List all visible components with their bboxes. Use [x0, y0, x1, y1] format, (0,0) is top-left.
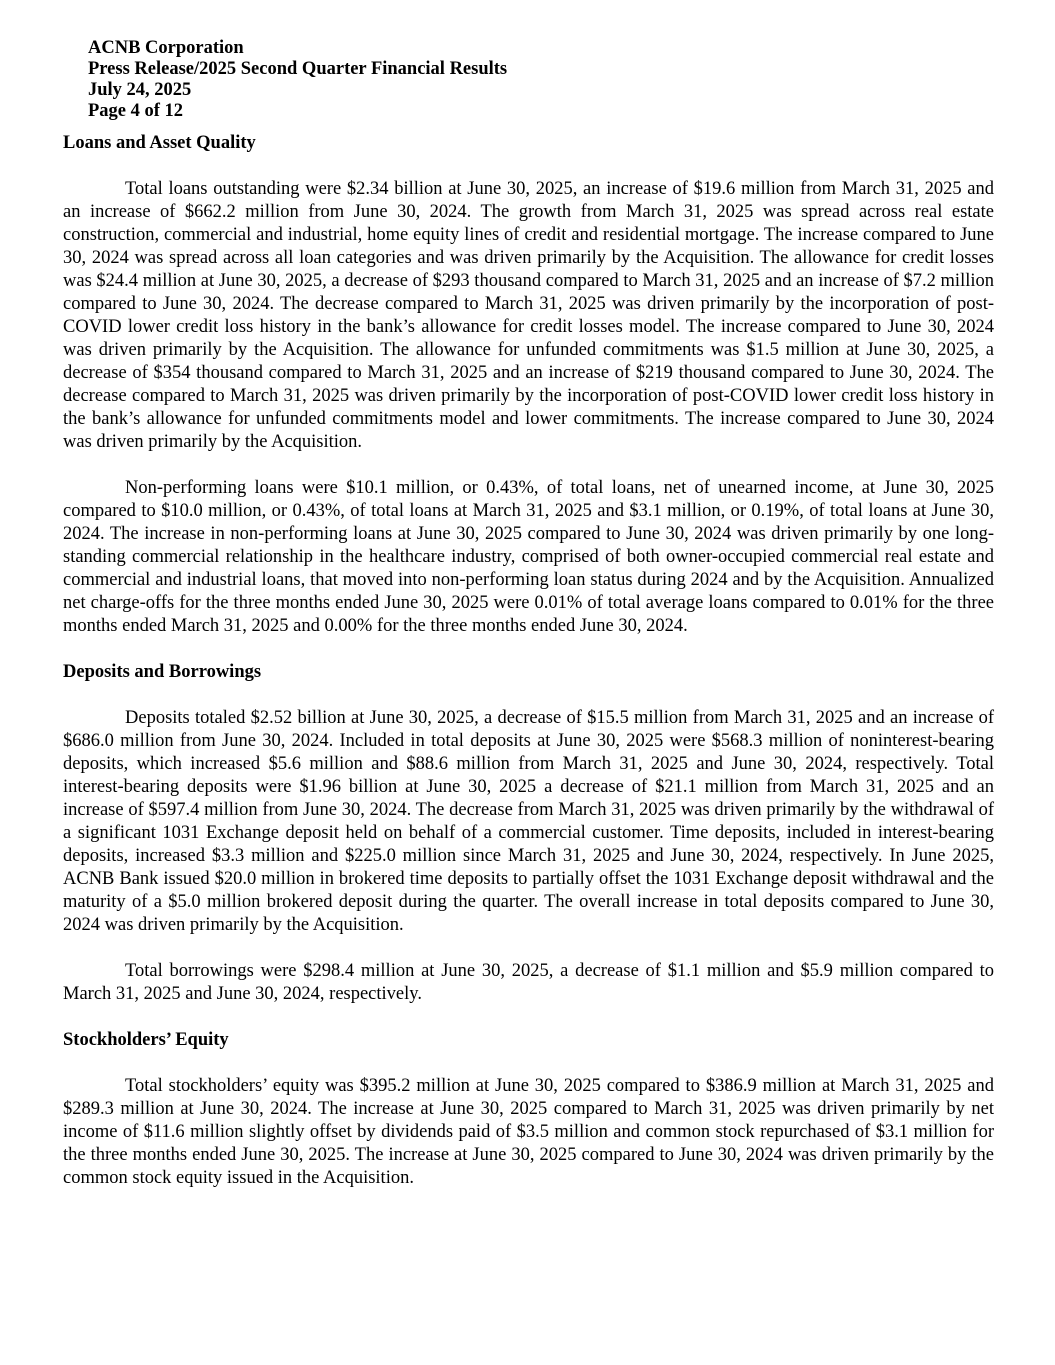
section-heading-equity: Stockholders’ Equity [63, 1030, 229, 1050]
paragraph-stockholders-equity: Total stockholders’ equity was $395.2 million at June 30, 2025 compared to $386.9 million at March 31, 2025 and $289.3 million at June 30, 2024. The increase at June 30, 2025 compared to March 31, 2025 was driven primarily by net income of $11.6 million slightly offset by dividends paid of $3.5 million and common stock repurchased of $3.1 million for the three months ended June 30, 2025. The increase at June 30, 2025 compared to June 30, 2024 was driven primarily by the common stock equity issued in the Acquisition. [63, 1076, 994, 1188]
paragraph-borrowings: Total borrowings were $298.4 million at June 30, 2025, a decrease of $1.1 million and $5.9 million compared to March 31, 2025 and June 30, 2024, respectively. [63, 961, 994, 1004]
section-heading-loans: Loans and Asset Quality [63, 133, 256, 153]
page-number: Page 4 of 12 [88, 101, 184, 121]
company-name: ACNB Corporation [88, 38, 244, 58]
release-date: July 24, 2025 [88, 80, 192, 100]
section-heading-deposits: Deposits and Borrowings [63, 662, 262, 682]
page-header [88, 38, 507, 122]
document-body [63, 132, 994, 1213]
paragraph-deposits: Deposits totaled $2.52 billion at June 30, 2025, a decrease of $15.5 million from March 31, 2025 and an increase of $686.0 million from June 30, 2024. Included in total deposits at June 30, 2025 were $568.3 million of noninterest-bearing deposits, which increased $5.6 million and $88.6 million from March 31, 2025 and June 30, 2024, respectively. Total interest-bearing deposits were $1.96 billion at June 30, 2025 a decrease of $21.1 million from March 31, 2025 and an increase of $597.4 million from June 30, 2024. The decrease from March 31, 2025 was driven primarily by the withdrawal of a significant 1031 Exchange deposit held on behalf of a commercial customer. Time deposits, included in interest-bearing deposits, increased $3.3 million and $225.0 million since March 31, 2025 and June 30, 2024, respectively. In June 2025, ACNB Bank issued $20.0 million in brokered time deposits to partially offset the 1031 Exchange deposit withdrawal and the maturity of a $5.0 million brokered deposit during the quarter. The overall increase in total deposits compared to June 30, 2024 was driven primarily by the Acquisition. [63, 708, 994, 935]
paragraph-non-performing-loans: Non-performing loans were $10.1 million, or 0.43%, of total loans, net of unearned income, at June 30, 2025 compared to $10.0 million, or 0.43%, of total loans at March 31, 2025 and $3.1 million, or 0.19%, of total loans at June 30, 2024. The increase in non-performing loans at June 30, 2025 compared to June 30, 2024 was driven primarily by one long-standing commercial relationship in the healthcare industry, comprised of both owner-occupied commercial real estate and commercial and industrial loans, that moved into non-performing loan status during 2024 and by the Acquisition. Annualized net charge-offs for the three months ended June 30, 2025 were 0.01% of total average loans compared to 0.01% for the three months ended March 31, 2025 and 0.00% for the three months ended June 30, 2024. [63, 478, 994, 636]
release-title: Press Release/2025 Second Quarter Financial Results [88, 59, 508, 79]
paragraph-total-loans: Total loans outstanding were $2.34 billion at June 30, 2025, an increase of $19.6 million from March 31, 2025 and an increase of $662.2 million from June 30, 2024. The growth from March 31, 2025 was spread across real estate construction, commercial and industrial, home equity lines of credit and residential mortgage. The increase compared to June 30, 2024 was spread across all loan categories and was driven primarily by the Acquisition. The allowance for credit losses was $24.4 million at June 30, 2025, a decrease of $293 thousand compared to March 31, 2025 and an increase of $7.2 million compared to June 30, 2024. The decrease compared to March 31, 2025 was driven primarily by the incorporation of post-COVID lower credit loss history in the bank’s allowance for credit losses model. The increase compared to June 30, 2024 was driven primarily by the Acquisition. The allowance for unfunded commitments was $1.5 million at June 30, 2025, a decrease of $354 thousand compared to March 31, 2025 and an increase of $219 thousand compared to June 30, 2024. The decrease compared to March 31, 2025 was driven primarily by the incorporation of post-COVID lower credit loss history in the bank’s allowance for unfunded commitments model and lower commitments. The increase compared to June 30, 2024 was driven primarily by the Acquisition. [63, 179, 994, 452]
